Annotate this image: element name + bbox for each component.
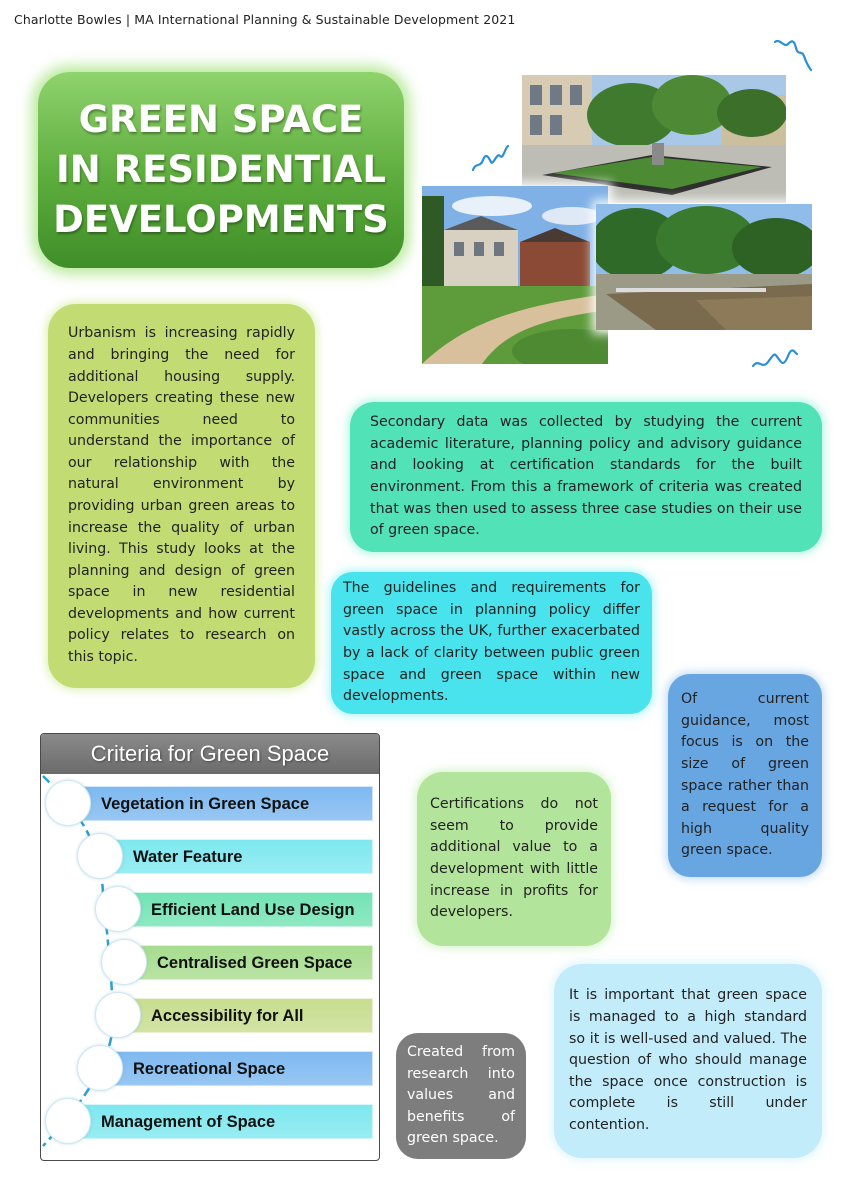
criteria-item: Accessibility for All	[118, 998, 373, 1033]
criteria-bullet-icon	[95, 886, 141, 932]
method-text: Secondary data was collected by studying the current academic literature, planning policy and advisory guidance and looking at certification standards for the built environment. From this a framework of criteria was created that was then used to assess three case studies on their use of green space.	[370, 414, 802, 539]
park-trees-photo	[596, 204, 812, 330]
criteria-item: Recreational Space	[100, 1051, 373, 1086]
criteria-bullet-icon	[45, 1098, 91, 1144]
guidelines-card	[331, 572, 652, 714]
poster-title: GREEN SPACE IN RESIDENTIAL DEVELOPMENTS	[53, 97, 389, 242]
certifications-card	[417, 772, 611, 946]
criteria-bullet-icon	[101, 939, 147, 985]
squiggle-icon	[772, 36, 814, 74]
criteria-bullet-icon	[95, 992, 141, 1038]
management-card	[554, 964, 822, 1158]
current-guidance-card	[668, 674, 822, 877]
courtyard-photo	[522, 75, 786, 203]
criteria-bullet-icon	[77, 1045, 123, 1091]
criteria-panel	[40, 733, 380, 1161]
criteria-bullet-icon	[45, 780, 91, 826]
intro-text: Urbanism is increasing rapidly and bringing the need for additional housing supply. Developers creating these new communities need to understand the importance of our relationship with the natural environment by providing urban green areas to increase the quality of urban living. This study looks at the planning and design of green space in new residential developments and how current policy relates to research on this topic.	[68, 325, 295, 666]
criteria-item: Centralised Green Space	[124, 945, 373, 980]
path-housing-photo	[422, 186, 608, 364]
guidelines-text: The guidelines and requirements for green space in planning policy differ vastly across the UK, further exacerbated by a lack of clarity between public green space and green space within new developments.	[343, 580, 640, 705]
criteria-bullet-icon	[77, 833, 123, 879]
current-guidance-text: Of current guidance, most focus is on the size of green space rather than a request for a high quality green space.	[681, 691, 809, 859]
source-note-card	[396, 1033, 526, 1159]
criteria-heading: Criteria for Green Space	[41, 734, 379, 774]
criteria-item: Water Feature	[100, 839, 373, 874]
author-header: Charlotte Bowles | MA International Planning & Sustainable Development 2021	[14, 12, 516, 27]
squiggle-icon	[470, 142, 510, 176]
criteria-item: Management of Space	[68, 1104, 373, 1139]
intro-card	[48, 304, 315, 688]
source-note-text: Created from research into values and benefits of green space.	[407, 1044, 515, 1147]
method-card	[350, 402, 822, 552]
title-banner	[38, 72, 404, 268]
criteria-item: Vegetation in Green Space	[68, 786, 373, 821]
certifications-text: Certifications do not seem to provide additional value to a development with little increase in profits for developers.	[430, 796, 598, 921]
criteria-item: Efficient Land Use Design	[118, 892, 373, 927]
management-text: It is important that green space is managed to a high standard so it is well-used and valued. The question of who should manage the space once construction is complete is still under contention.	[569, 987, 807, 1133]
squiggle-icon	[750, 344, 800, 374]
